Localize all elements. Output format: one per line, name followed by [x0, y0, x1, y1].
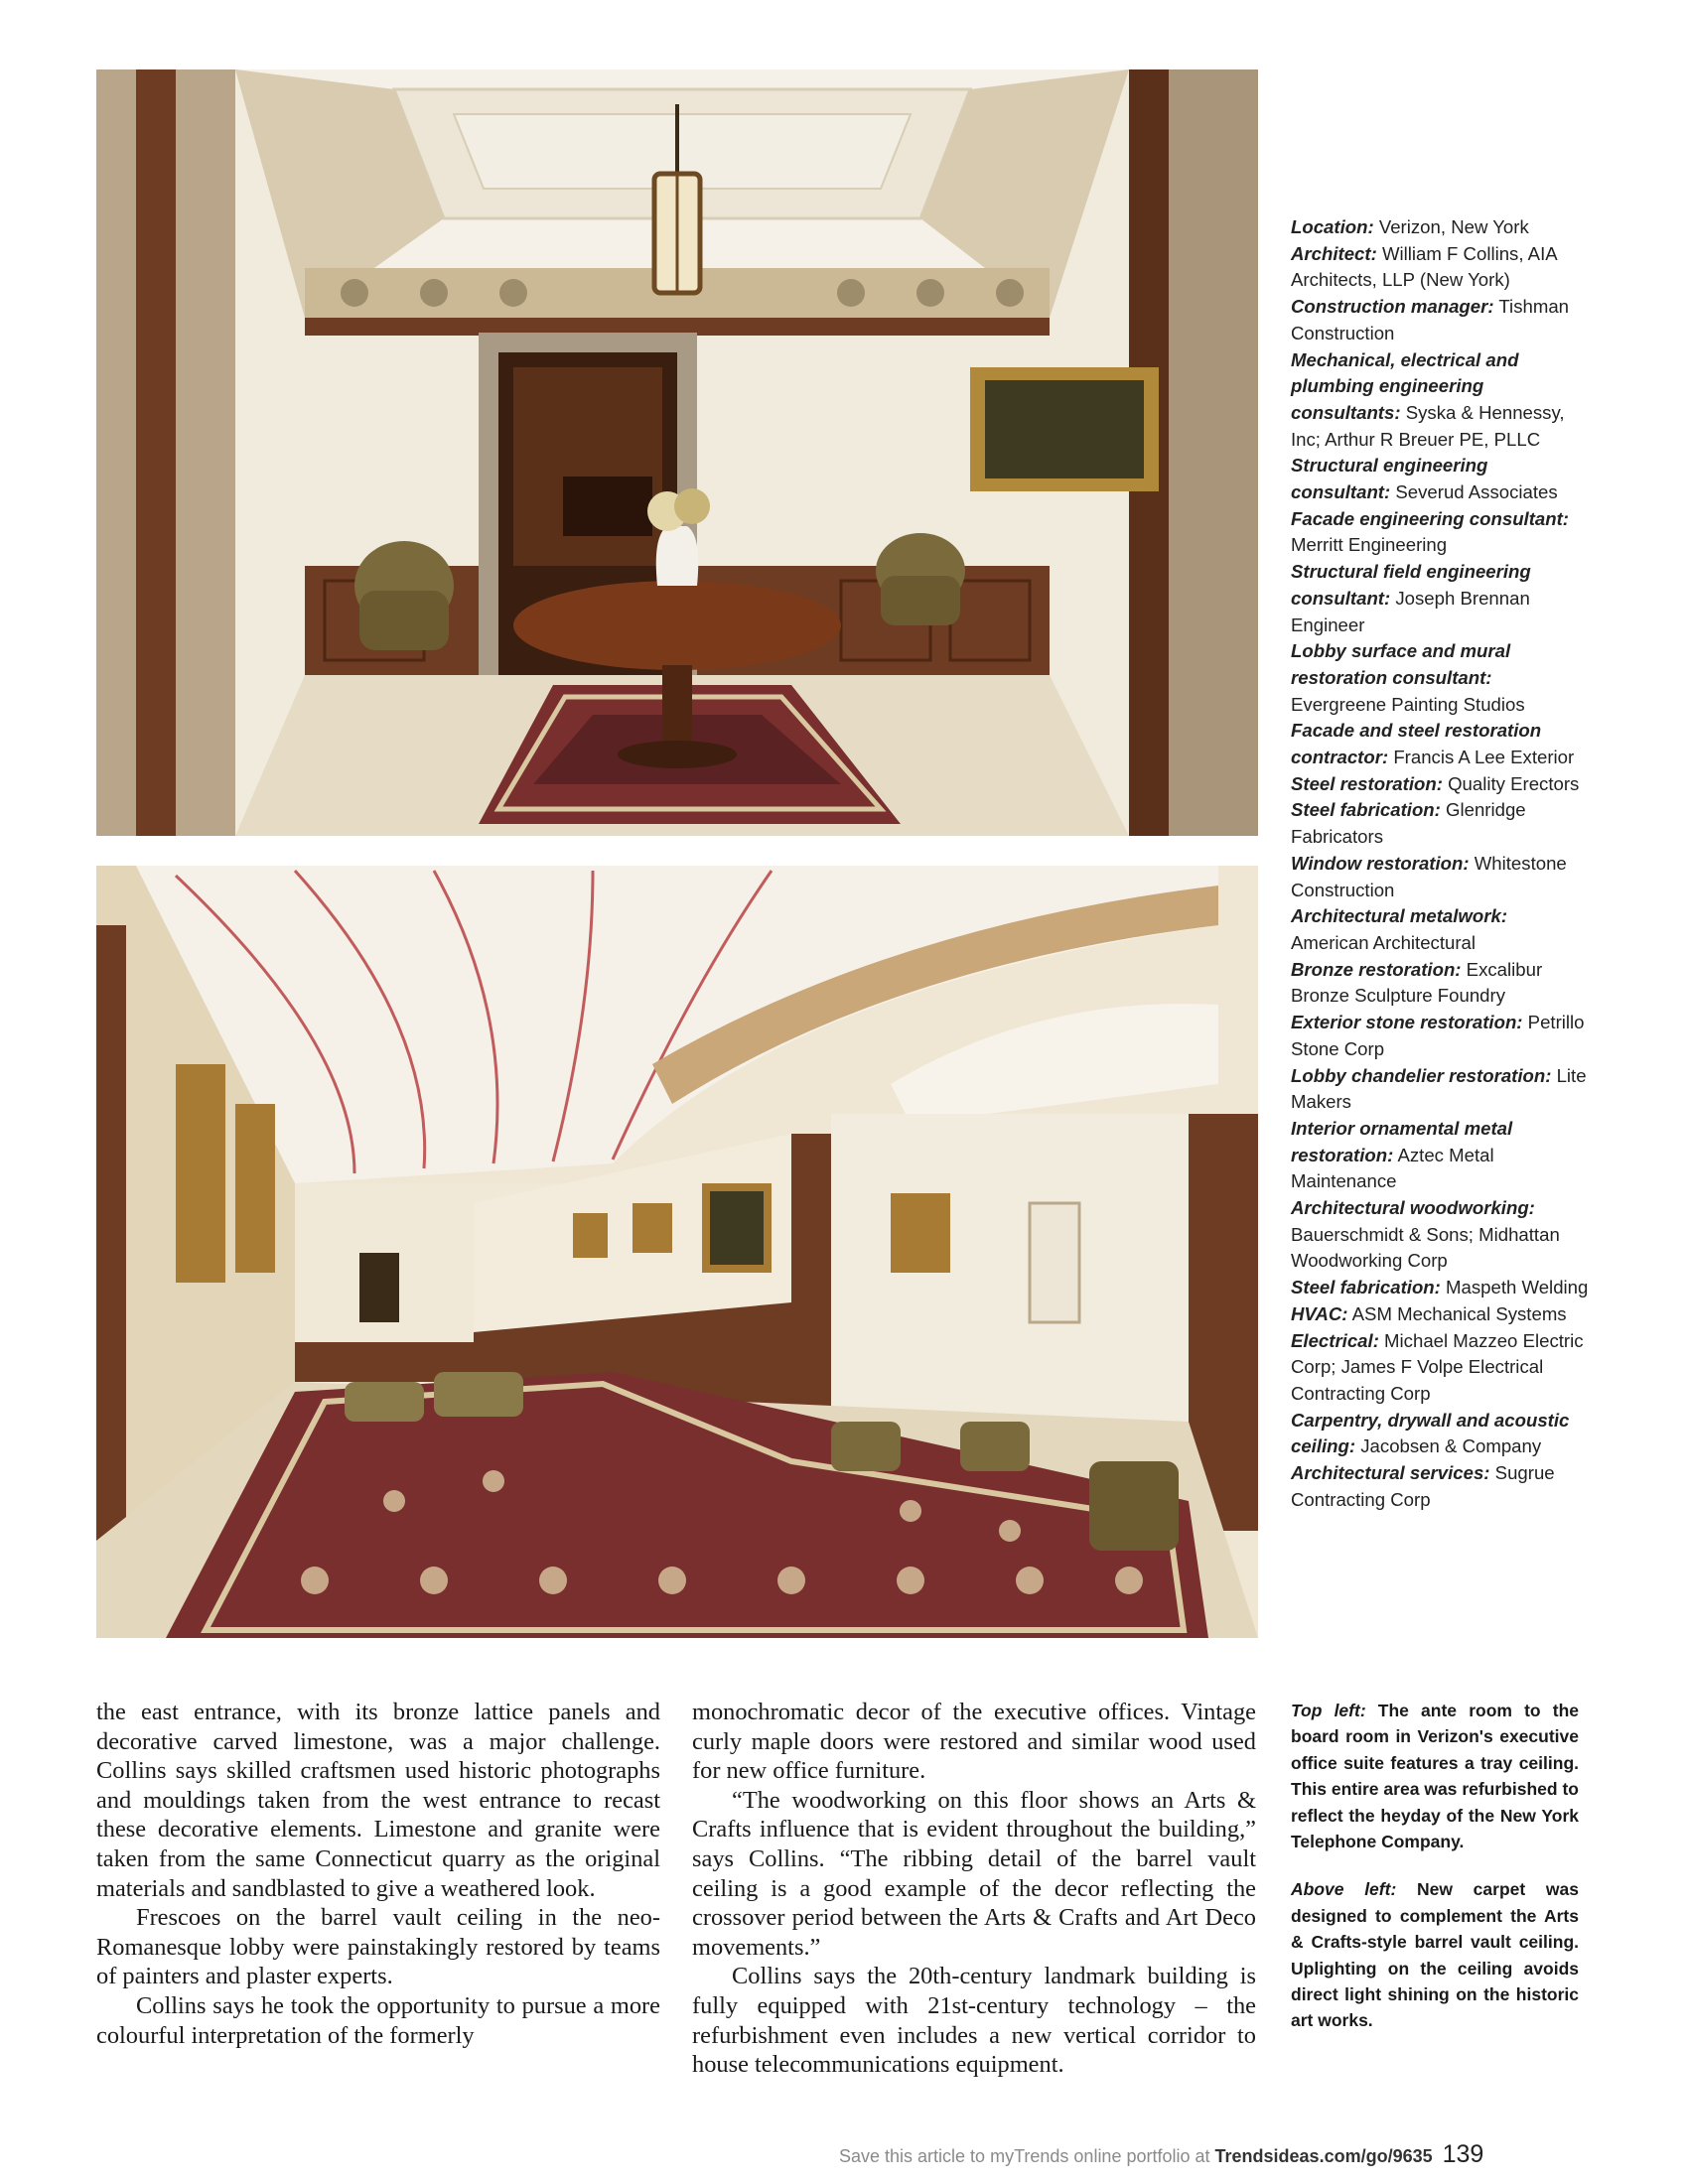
credit-role: Structural engineering consultant: — [1291, 455, 1488, 503]
credit-value: Verizon, New York — [1373, 216, 1529, 237]
credit-role: HVAC: — [1291, 1302, 1348, 1324]
credit-role: Facade engineering consultant: — [1291, 507, 1569, 529]
credit-role: Electrical: — [1291, 1329, 1379, 1351]
photo-ante-room — [96, 69, 1258, 836]
credit-entry — [1291, 1275, 1589, 1301]
credit-entry — [1291, 957, 1589, 1010]
credit-value: Jacobsen & Company — [1355, 1435, 1542, 1457]
credit-entry — [1291, 1460, 1589, 1513]
credit-value: Petrillo Stone Corp — [1291, 1012, 1585, 1059]
credit-entry — [1291, 718, 1589, 770]
footer-link[interactable]: Trendsideas.com/go/9635 — [1214, 2146, 1433, 2166]
body-paragraph: monochromatic decor of the executive offices. Vintage curly maple doors were restored and similar wood used for new office furniture. — [692, 1699, 1256, 1785]
caption-top-left — [1291, 1698, 1579, 1854]
credit-entry — [1291, 241, 1589, 294]
credit-role: Mechanical, electrical and plumbing engineering consultants: — [1291, 348, 1519, 423]
credit-entry — [1291, 1301, 1589, 1328]
credit-role: Exterior stone restoration: — [1291, 1012, 1523, 1033]
credit-role: Architectural woodworking: — [1291, 1197, 1535, 1219]
credit-entry — [1291, 1116, 1589, 1195]
body-column-1 — [96, 1698, 660, 2050]
credit-role: Architectural metalwork: — [1291, 905, 1508, 927]
credit-role: Lobby chandelier restoration: — [1291, 1064, 1552, 1086]
credit-value: Syska & Hennessy, Inc; Arthur R Breuer PE, PLLC — [1291, 401, 1565, 450]
credit-value: Sugrue Contracting Corp — [1291, 1462, 1555, 1510]
credit-entry — [1291, 294, 1589, 346]
credit-role: Lobby surface and mural restoration consultant: — [1291, 640, 1511, 688]
credit-entry — [1291, 903, 1589, 956]
caption-label: Top left: — [1291, 1701, 1366, 1720]
credit-entry — [1291, 347, 1589, 454]
footer-text: Save this article to myTrends online portfolio at — [839, 2146, 1215, 2166]
body-paragraph: Collins says the 20th-century landmark building is fully equipped with 21st-century technology – the refurbishment even includes a new vertical corridor to house telecommunications equipment. — [692, 1963, 1256, 2079]
credit-entry — [1291, 453, 1589, 505]
project-credits — [1291, 214, 1589, 1513]
caption-text: New carpet was designed to complement the Arts & Crafts-style barrel vault ceiling. Uplighting on the ceiling avoids direct light shining on the historic art works. — [1291, 1879, 1579, 2031]
ante-room-illustration — [96, 69, 1258, 836]
credit-value: Francis A Lee Exterior — [1388, 747, 1575, 768]
credit-entry — [1291, 214, 1589, 241]
body-paragraph: Collins says he took the opportunity to pursue a more colourful interpretation of the formerly — [96, 1991, 660, 2049]
credit-role: Location: — [1291, 216, 1374, 237]
caption-text: The ante room to the board room in Verizon's executive office suite features a tray ceiling. This entire area was refurbished to reflect the heyday of the New York Telephone Company. — [1291, 1701, 1579, 1852]
credit-role: Structural field engineering consultant: — [1291, 561, 1531, 609]
credit-role: Steel fabrication: — [1291, 1277, 1441, 1298]
credit-entry — [1291, 638, 1589, 718]
credit-value: ASM Mechanical Systems — [1347, 1302, 1567, 1324]
credit-entry — [1291, 506, 1589, 559]
credit-value: Quality Erectors — [1442, 772, 1580, 794]
credit-role: Facade and steel restoration contractor: — [1291, 720, 1542, 768]
credit-entry — [1291, 1328, 1589, 1408]
body-paragraph: Frescoes on the barrel vault ceiling in the neo-Romanesque lobby were painstakingly restored by teams of painters and plaster experts. — [96, 1904, 660, 1990]
credit-role: Architectural services: — [1291, 1462, 1490, 1484]
body-paragraph: “The woodworking on this floor shows an Arts & Crafts influence that is evident throughout the building,” says Collins. “The ribbing detail of the barrel vault ceiling is a good example of the decor reflecting the crossover period between the Arts & Crafts and Art Deco movements.” — [692, 1786, 1256, 1961]
credit-value: Severud Associates — [1390, 481, 1558, 503]
credit-entry — [1291, 1408, 1589, 1460]
page-number: 139 — [1442, 2140, 1484, 2168]
credit-value: Whitestone Construction — [1291, 852, 1567, 900]
body-column-2 — [692, 1698, 1256, 2080]
caption-label: Above left: — [1291, 1879, 1397, 1900]
credit-value: Maspeth Welding — [1440, 1277, 1589, 1298]
credit-role: Carpentry, drywall and acoustic ceiling: — [1291, 1409, 1570, 1457]
credit-entry — [1291, 797, 1589, 850]
credit-value: Merritt Engineering — [1291, 534, 1448, 556]
caption-above-left — [1291, 1876, 1579, 2033]
credit-value: Aztec Metal Maintenance — [1291, 1144, 1494, 1192]
barrel-vault-illustration — [96, 866, 1258, 1638]
credit-role: Bronze restoration: — [1291, 958, 1462, 980]
credit-value: William F Collins, AIA Architects, LLP (New York) — [1291, 242, 1557, 291]
credit-entry — [1291, 771, 1589, 798]
credit-value: Bauerschmidt & Sons; Midhattan Woodworking Corp — [1291, 1223, 1560, 1272]
credit-role: Interior ornamental metal restoration: — [1291, 1117, 1513, 1165]
credit-role: Steel restoration: — [1291, 772, 1443, 794]
credit-role: Steel fabrication: — [1291, 799, 1441, 821]
credit-role: Architect: — [1291, 242, 1377, 264]
credit-entry — [1291, 851, 1589, 903]
credit-role: Window restoration: — [1291, 852, 1470, 874]
credit-value: Lite Makers — [1291, 1064, 1587, 1113]
credit-value: Glenridge Fabricators — [1291, 799, 1526, 848]
photo-barrel-vault-lobby — [96, 866, 1258, 1638]
credit-value: Evergreene Painting Studios — [1291, 693, 1525, 715]
credit-value: Tishman Construction — [1291, 296, 1569, 343]
page-footer — [839, 2140, 1574, 2169]
credit-entry — [1291, 1195, 1589, 1275]
credit-role: Construction manager: — [1291, 296, 1494, 318]
credit-value: Michael Mazzeo Electric Corp; James F Volpe Electrical Contracting Corp — [1291, 1329, 1584, 1404]
photo-captions — [1291, 1698, 1579, 2056]
credit-entry — [1291, 1010, 1589, 1062]
credit-entry — [1291, 559, 1589, 638]
credit-value: Joseph Brennan Engineer — [1291, 587, 1530, 635]
credit-entry — [1291, 1063, 1589, 1116]
credit-value: Excalibur Bronze Sculpture Foundry — [1291, 958, 1543, 1007]
body-paragraph: the east entrance, with its bronze lattice panels and decorative carved limestone, was a major challenge. Collins says skilled craftsmen used historic photographs and mouldings taken from the west entrance to recast these decorative elements. Limestone and granite were taken from the same Connecticut quarry as the original materials and sandblasted to give a weathered look. — [96, 1699, 660, 1902]
credit-value: American Architectural — [1291, 931, 1477, 953]
